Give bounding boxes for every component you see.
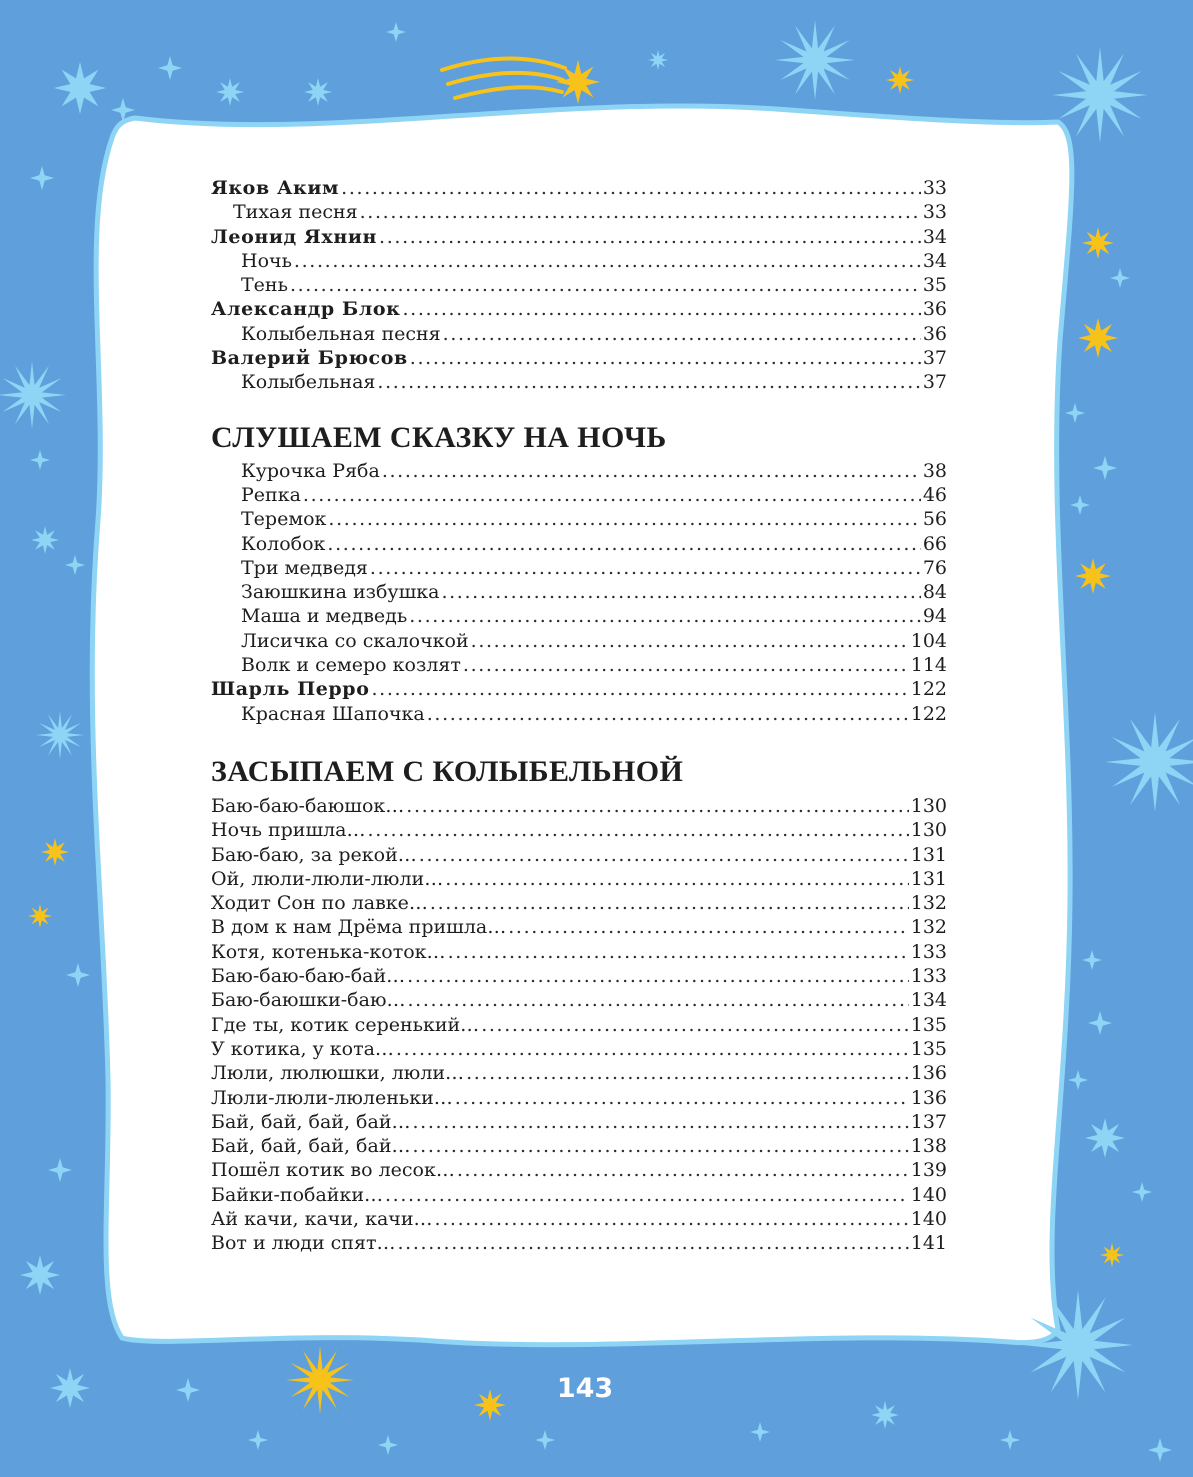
toc-page-number: 140 — [910, 1207, 947, 1230]
toc-entry-row — [211, 580, 947, 604]
toc-entry-row — [211, 1158, 947, 1182]
toc-page-number: 139 — [910, 1159, 947, 1182]
toc-entry-title: Котя, котенька-коток… — [211, 940, 446, 963]
toc-page-number: 131 — [910, 843, 947, 866]
star-icon — [1000, 1430, 1020, 1450]
toc-page-number: 141 — [910, 1232, 947, 1255]
dot-leader — [402, 297, 920, 321]
toc-page-number: 137 — [910, 1110, 947, 1133]
dot-leader — [430, 891, 909, 915]
toc-section-lullabies — [211, 794, 947, 1256]
star-icon — [1148, 1438, 1172, 1462]
toc-author-name: Шарль Перро — [211, 678, 370, 701]
star-icon — [1078, 318, 1118, 358]
toc-entry-title: Волк и семеро козлят — [241, 654, 461, 677]
toc-entry-row — [211, 653, 947, 677]
star-icon — [1085, 1118, 1125, 1158]
toc-page-number: 36 — [922, 322, 947, 345]
dot-leader — [290, 273, 921, 297]
toc-entry-row — [211, 532, 947, 556]
dot-leader — [410, 346, 921, 370]
toc-page-number: 134 — [910, 989, 947, 1012]
dot-leader — [457, 1158, 909, 1182]
table-of-contents — [211, 176, 947, 1256]
toc-entry-row — [211, 507, 947, 531]
star-icon — [1082, 950, 1102, 970]
star-icon — [36, 711, 84, 759]
toc-page-number: 34 — [922, 249, 947, 272]
toc-entry-row — [211, 1013, 947, 1037]
toc-author-row — [211, 346, 947, 370]
toc-author-row — [211, 297, 947, 321]
toc-entry-row — [211, 1134, 947, 1158]
dot-leader — [441, 580, 920, 604]
star-icon — [886, 66, 914, 94]
toc-page-number: 133 — [910, 965, 947, 988]
dot-leader — [408, 988, 909, 1012]
star-icon — [0, 361, 66, 429]
dot-leader — [412, 1110, 908, 1134]
toc-page-number: 37 — [922, 347, 947, 370]
toc-entry-row — [211, 556, 947, 580]
toc-page-number: 76 — [922, 556, 947, 579]
toc-entry-title: Колыбельная песня — [241, 322, 441, 345]
section-title-fairy-tales: СЛУШАЕМ СКАЗКУ НА НОЧЬ — [211, 420, 667, 454]
star-icon — [54, 62, 106, 114]
star-icon — [176, 1378, 200, 1402]
dot-leader — [435, 1207, 909, 1231]
toc-entry-row — [211, 818, 947, 842]
dot-leader — [368, 818, 909, 842]
toc-page-number: 130 — [910, 794, 947, 817]
toc-entry-title: Колыбельная — [241, 371, 376, 394]
toc-entry-title: Бай, бай, бай, бай… — [211, 1110, 411, 1133]
star-icon — [66, 963, 90, 987]
dot-leader — [409, 604, 921, 628]
toc-entry-row — [211, 794, 947, 818]
dot-leader — [303, 483, 921, 507]
toc-page-number: 38 — [922, 459, 947, 482]
star-icon — [378, 1435, 398, 1455]
dot-leader — [419, 843, 909, 867]
star-icon — [41, 838, 69, 866]
toc-page-number: 114 — [910, 654, 947, 677]
toc-entry-title: Ходит Сон по лавке… — [211, 892, 428, 915]
star-icon — [750, 1422, 770, 1442]
toc-page-number: 130 — [910, 819, 947, 842]
toc-entry-row — [211, 702, 947, 726]
toc-entry-row — [211, 249, 947, 273]
toc-author-name: Валерий Брюсов — [211, 347, 408, 370]
star-icon — [556, 60, 600, 104]
toc-page-number: 35 — [922, 274, 947, 297]
toc-entry-title: Теремок — [241, 508, 327, 531]
toc-entry-title: Баю-баюшки-баю… — [211, 989, 406, 1012]
toc-entry-title: Баю-баю-баю-бай… — [211, 965, 406, 988]
toc-section-fairy-tales — [211, 459, 947, 726]
toc-page-number: 46 — [922, 483, 947, 506]
toc-entry-title: Тень — [241, 274, 288, 297]
toc-entry-title: Где ты, котик серенький… — [211, 1013, 480, 1036]
star-icon — [1082, 227, 1114, 259]
dot-leader — [382, 459, 921, 483]
dot-leader — [412, 1134, 908, 1158]
toc-page-number: 94 — [922, 605, 947, 628]
toc-page-number: 136 — [910, 1086, 947, 1109]
toc-entry-row — [211, 1037, 947, 1061]
dot-leader — [328, 507, 920, 531]
toc-entry-row — [211, 629, 947, 653]
star-icon — [65, 555, 85, 575]
dot-leader — [327, 532, 920, 556]
toc-entry-title: Тихая песня — [233, 201, 358, 224]
toc-entry-title: Люли, люлюшки, люли… — [211, 1062, 465, 1085]
dot-leader — [397, 1231, 908, 1255]
toc-page-number: 104 — [910, 629, 947, 652]
toc-entry-title: Пошёл котик во лесок… — [211, 1159, 455, 1182]
dot-leader — [508, 915, 909, 939]
star-icon — [28, 904, 52, 928]
star-icon — [50, 1368, 90, 1408]
toc-page-number: 66 — [922, 532, 947, 555]
toc-page-number: 132 — [910, 892, 947, 915]
star-icon — [1093, 456, 1117, 480]
toc-entry-title: Колобок — [241, 532, 326, 555]
toc-entry-title: Баю-баю, за рекой… — [211, 843, 417, 866]
toc-entry-title: Ой, люли-люли-люли… — [211, 867, 444, 890]
star-icon — [1088, 1011, 1112, 1035]
toc-entry-title: Заюшкина избушка — [241, 581, 440, 604]
dot-leader — [385, 1183, 909, 1207]
toc-page-number: 140 — [910, 1183, 947, 1206]
dot-leader — [379, 225, 921, 249]
star-icon — [535, 1430, 555, 1450]
star-icon — [1065, 403, 1085, 423]
toc-page-number: 37 — [922, 371, 947, 394]
toc-entry-row — [211, 940, 947, 964]
star-icon — [304, 78, 332, 106]
star-icon — [20, 1255, 60, 1295]
toc-page-number: 135 — [910, 1013, 947, 1036]
dot-leader — [370, 556, 921, 580]
toc-entry-title: Ночь пришла… — [211, 819, 366, 842]
star-icon — [648, 50, 668, 70]
dot-leader — [463, 653, 909, 677]
toc-author-name: Леонид Яхнин — [211, 225, 378, 248]
star-icon — [31, 526, 59, 554]
toc-entry-title: Маша и медведь — [241, 605, 408, 628]
dot-leader — [481, 1013, 909, 1037]
toc-author-name: Яков Аким — [211, 177, 340, 199]
toc-entry-row — [211, 1231, 947, 1255]
star-icon — [216, 78, 244, 106]
star-icon — [386, 22, 406, 42]
toc-author-name: Александр Блок — [211, 298, 401, 321]
toc-entry-row — [211, 1086, 947, 1110]
star-icon — [158, 56, 182, 80]
toc-page-number: 33 — [922, 201, 947, 224]
toc-entry-row — [211, 891, 947, 915]
toc-entry-title: Красная Шапочка — [241, 702, 425, 725]
toc-entry-title: Курочка Ряба — [241, 459, 380, 482]
dot-leader — [360, 200, 921, 224]
toc-entry-row — [211, 459, 947, 483]
toc-page-number: 136 — [910, 1062, 947, 1085]
dot-leader — [407, 964, 909, 988]
toc-entry-row — [211, 867, 947, 891]
star-icon — [286, 1346, 354, 1414]
star-icon — [1070, 495, 1090, 515]
toc-entry-row — [211, 1110, 947, 1134]
dot-leader — [396, 1037, 909, 1061]
star-icon — [1132, 1182, 1152, 1202]
toc-entry-title: Байки-побайки… — [211, 1183, 383, 1206]
toc-entry-title: Баю-баю-баюшок… — [211, 794, 405, 817]
toc-page-number: 122 — [910, 678, 947, 701]
star-icon — [30, 166, 54, 190]
star-icon — [871, 1401, 899, 1429]
star-icon — [775, 20, 855, 100]
star-icon — [248, 1430, 268, 1450]
toc-entry-title: Люли-люли-люленьки… — [211, 1086, 453, 1109]
dot-leader — [455, 1086, 909, 1110]
star-icon — [1068, 1070, 1088, 1090]
toc-page-number: 84 — [922, 581, 947, 604]
page-number: 143 — [556, 1373, 614, 1404]
toc-entry-row — [211, 964, 947, 988]
toc-entry-row — [211, 988, 947, 1012]
toc-page-number: 132 — [910, 916, 947, 939]
shooting-star-icon — [442, 58, 565, 98]
toc-entry-title: В дом к нам Дрёма пришла… — [211, 916, 507, 939]
section-title-lullabies: ЗАСЫПАЕМ С КОЛЫБЕЛЬНОЙ — [211, 754, 684, 788]
toc-page-number: 36 — [922, 298, 947, 321]
dot-leader — [371, 677, 908, 701]
toc-entry-row — [211, 273, 947, 297]
toc-entry-row — [211, 370, 947, 394]
dot-leader — [427, 702, 909, 726]
star-icon — [48, 1158, 72, 1182]
toc-page-number: 34 — [922, 225, 947, 248]
star-icon — [474, 1389, 506, 1421]
toc-section-authors — [211, 176, 947, 395]
toc-entry-title: Репка — [241, 483, 301, 506]
dot-leader — [443, 322, 921, 346]
toc-entry-title: Ай качи, качи, качи… — [211, 1207, 433, 1230]
dot-leader — [341, 176, 921, 200]
toc-entry-row — [211, 483, 947, 507]
dot-leader — [445, 867, 909, 891]
toc-entry-row — [211, 915, 947, 939]
dot-leader — [377, 370, 920, 394]
toc-entry-title: Лисичка со скалочкой — [241, 629, 469, 652]
toc-page-number: 135 — [910, 1037, 947, 1060]
toc-author-row — [211, 677, 947, 701]
toc-entry-row — [211, 843, 947, 867]
toc-page-number: 33 — [922, 177, 947, 199]
star-icon — [30, 450, 50, 470]
toc-entry-row — [211, 200, 947, 224]
toc-page-number: 133 — [910, 940, 947, 963]
star-icon — [1110, 268, 1130, 288]
toc-page-number: 56 — [922, 508, 947, 531]
dot-leader — [466, 1061, 909, 1085]
dot-leader — [406, 794, 908, 818]
toc-entry-row — [211, 1207, 947, 1231]
toc-entry-title: Три медведя — [241, 556, 368, 579]
star-icon — [1100, 1243, 1124, 1267]
toc-entry-row — [211, 322, 947, 346]
toc-author-row — [211, 225, 947, 249]
toc-entry-title: Вот и люди спят… — [211, 1232, 396, 1255]
toc-entry-title: Ночь — [241, 249, 292, 272]
dot-leader — [294, 249, 921, 273]
toc-author-row — [211, 176, 947, 200]
toc-page-number: 122 — [910, 702, 947, 725]
toc-entry-title: Бай, бай, бай, бай… — [211, 1135, 411, 1158]
toc-entry-title: У котика, у кота… — [211, 1037, 394, 1060]
star-icon — [1075, 558, 1111, 594]
toc-page-number: 138 — [910, 1135, 947, 1158]
toc-entry-row — [211, 604, 947, 628]
toc-entry-row — [211, 1061, 947, 1085]
dot-leader — [448, 940, 909, 964]
toc-page-number: 131 — [910, 867, 947, 890]
star-icon — [1105, 712, 1193, 812]
toc-entry-row — [211, 1183, 947, 1207]
dot-leader — [471, 629, 909, 653]
